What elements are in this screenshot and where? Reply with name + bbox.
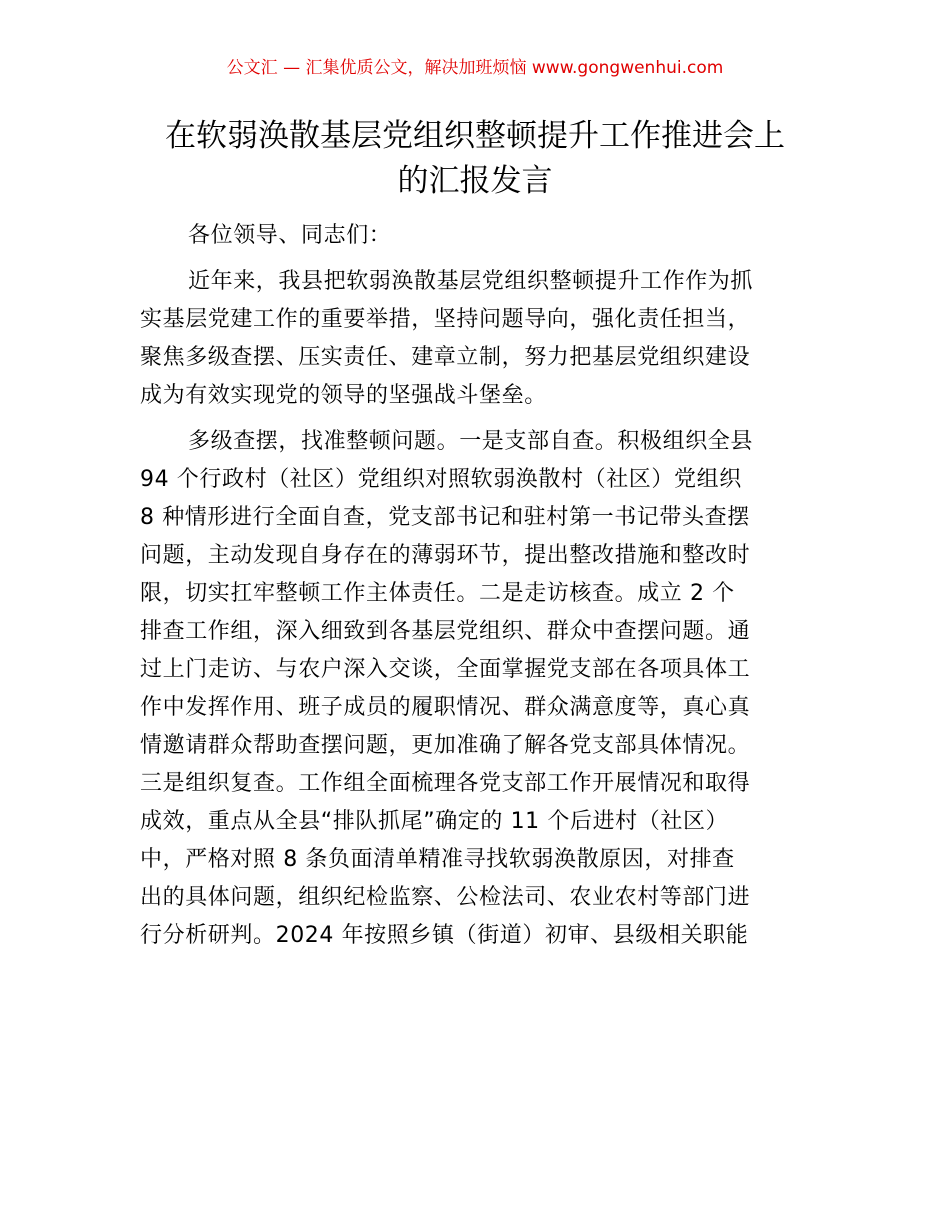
document-title bbox=[140, 114, 810, 204]
text-line: 各位领导、同志们： bbox=[188, 223, 392, 248]
document-body bbox=[140, 217, 812, 963]
text-line: 限，切实扛牢整顿工作主体责任。二是走访核查。成立 2 个 bbox=[140, 581, 735, 606]
section-paragraph-investigation bbox=[140, 423, 812, 955]
text-line: 作中发挥作用、班子成员的履职情况、群众满意度等，真心真 bbox=[140, 695, 751, 720]
title-line-2: 的汇报发言 bbox=[397, 163, 553, 199]
text-line: 近年来，我县把软弱涣散基层党组织整顿提升工作作为抓 bbox=[188, 269, 754, 294]
site-header-banner: 公文汇 — 汇集优质公文，解决加班烦恼 www.gongwenhui.com bbox=[226, 58, 724, 78]
text-line: 8 种情形进行全面自查，党支部书记和驻村第一书记带头查摆 bbox=[140, 505, 750, 530]
text-line: 实基层党建工作的重要举措，坚持问题导向，强化责任担当， bbox=[140, 307, 751, 332]
text-line: 中，严格对照 8 条负面清单精准寻找软弱涣散原因，对排查 bbox=[140, 847, 735, 872]
text-line: 94 个行政村（社区）党组织对照软弱涣散村（社区）党组织 bbox=[140, 467, 742, 492]
text-line: 三是组织复查。工作组全面梳理各党支部工作开展情况和取得 bbox=[140, 771, 751, 796]
text-line: 成效，重点从全县“排队抓尾”确定的 11 个后进村（社区） bbox=[140, 809, 729, 834]
text-line: 过上门走访、与农户深入交谈，全面掌握党支部在各项具体工 bbox=[140, 657, 751, 682]
text-line: 多级查摆，找准整顿问题。一是支部自查。积极组织全县 bbox=[188, 429, 754, 454]
text-line: 成为有效实现党的领导的坚强战斗堡垒。 bbox=[140, 383, 547, 408]
salutation-paragraph bbox=[140, 217, 812, 255]
text-line: 出的具体问题，组织纪检监察、公检法司、农业农村等部门进 bbox=[140, 885, 751, 910]
text-line: 聚焦多级查摆、压实责任、建章立制，努力把基层党组织建设 bbox=[140, 345, 751, 370]
text-line: 情邀请群众帮助查摆问题，更加准确了解各党支部具体情况。 bbox=[140, 733, 751, 758]
intro-paragraph bbox=[140, 263, 812, 415]
text-line: 问题，主动发现自身存在的薄弱环节，提出整改措施和整改时 bbox=[140, 543, 751, 568]
text-line: 排查工作组，深入细致到各基层党组织、群众中查摆问题。通 bbox=[140, 619, 751, 644]
title-line-1: 在软弱涣散基层党组织整顿提升工作推进会上 bbox=[165, 118, 785, 154]
text-line: 行分析研判。2024 年按照乡镇（街道）初审、县级相关职能 bbox=[140, 923, 749, 948]
